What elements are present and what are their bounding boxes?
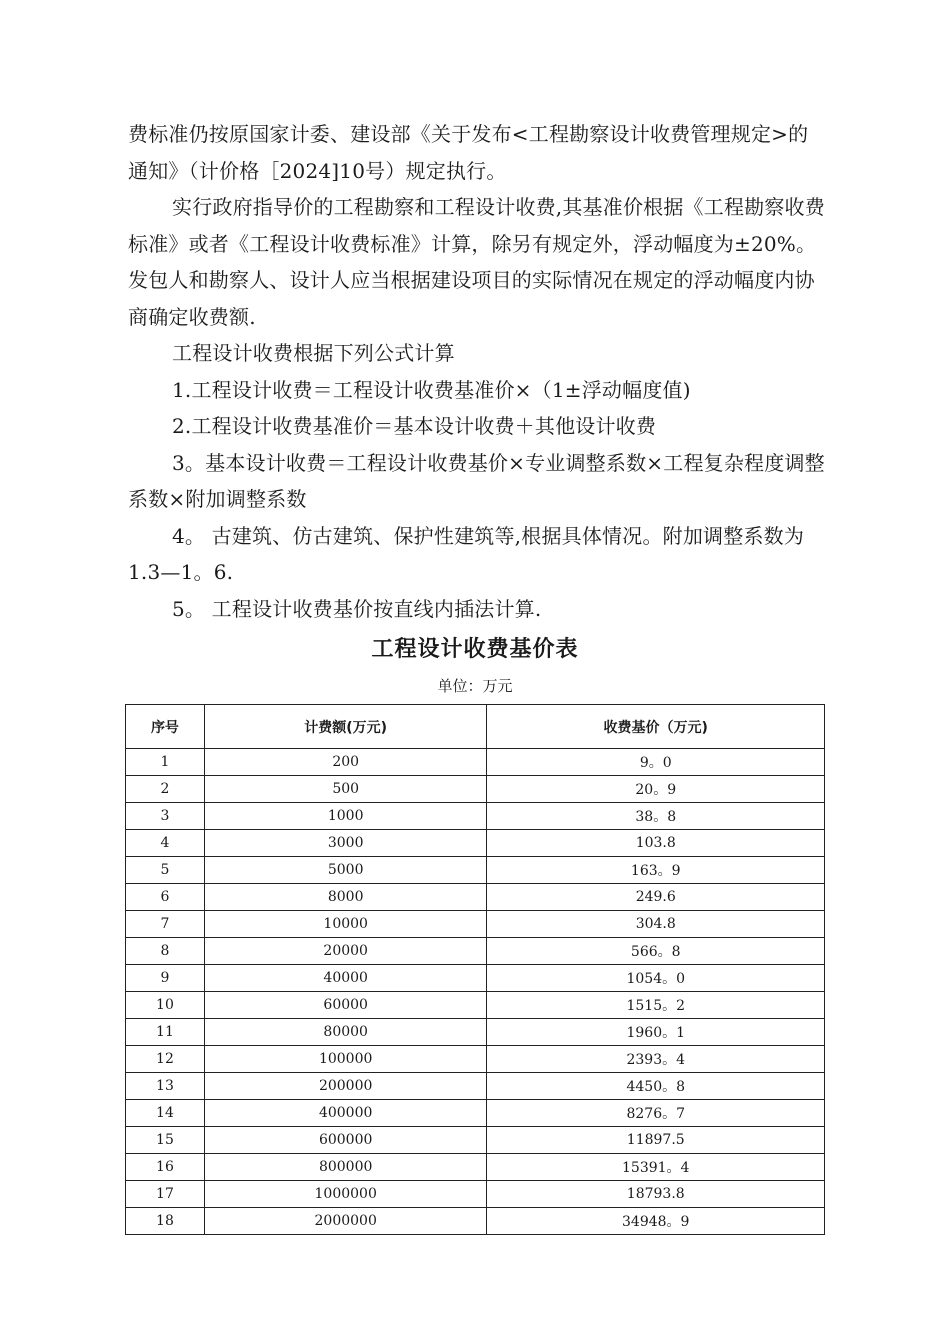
paragraph-formula-intro: 工程设计收费根据下列公式计算 xyxy=(172,341,455,365)
cell-index: 2 xyxy=(126,776,205,803)
header-base-price: 收费基价（万元) xyxy=(487,705,825,749)
cell-fee-amount: 100000 xyxy=(204,1046,487,1073)
cell-base-price: 1960。1 xyxy=(487,1019,825,1046)
table-header-row xyxy=(126,705,825,749)
cell-base-price: 8276。7 xyxy=(487,1100,825,1127)
formula-item-2: 2.工程设计收费基准价＝基本设计收费＋其他设计收费 xyxy=(172,414,657,438)
cell-fee-amount: 60000 xyxy=(204,992,487,1019)
table-row xyxy=(126,830,825,857)
table-row xyxy=(126,1181,825,1208)
table-title: 工程设计收费基价表 xyxy=(371,637,579,662)
cell-index: 14 xyxy=(126,1100,205,1127)
cell-base-price: 304.8 xyxy=(487,911,825,938)
cell-index: 10 xyxy=(126,992,205,1019)
paragraph-continuation: 费标准仍按原国家计委、建设部《关于发布<工程勘察设计收费管理规定>的通知》（计价格［2024]10号）规定执行。 xyxy=(128,122,809,183)
table-row xyxy=(126,803,825,830)
cell-index: 15 xyxy=(126,1127,205,1154)
cell-base-price: 9。0 xyxy=(487,749,825,776)
cell-fee-amount: 3000 xyxy=(204,830,487,857)
formula-item-5: 5。 工程设计收费基价按直线内插法计算. xyxy=(172,596,542,621)
header-fee-amount: 计费额(万元) xyxy=(204,705,487,749)
cell-base-price: 2393。4 xyxy=(487,1046,825,1073)
header-index: 序号 xyxy=(126,705,205,749)
cell-fee-amount: 5000 xyxy=(204,857,487,884)
table-row xyxy=(126,1100,825,1127)
cell-fee-amount: 40000 xyxy=(204,965,487,992)
table-row xyxy=(126,857,825,884)
cell-index: 3 xyxy=(126,803,205,830)
table-body xyxy=(126,749,825,1235)
formula-item-3: 3。基本设计收费＝工程设计收费基价×专业调整系数×工程复杂程度调整系数×附加调整系数 xyxy=(128,450,825,511)
table-row xyxy=(126,1019,825,1046)
cell-index: 5 xyxy=(126,857,205,884)
table-row xyxy=(126,749,825,776)
paragraph-guidance-price: 实行政府指导价的工程勘察和工程设计收费,其基准价根据《工程勘察收费标准》或者《工程设计收费标准》计算，除另有规定外，浮动幅度为±20%。发包人和勘察人、设计人应当根据建设项目的实际情况在规定的浮动幅度内协商确定收费额. xyxy=(128,195,825,329)
cell-index: 12 xyxy=(126,1046,205,1073)
table-row xyxy=(126,992,825,1019)
cell-base-price: 20。9 xyxy=(487,776,825,803)
cell-index: 7 xyxy=(126,911,205,938)
body-text xyxy=(128,116,828,627)
cell-index: 11 xyxy=(126,1019,205,1046)
table-row xyxy=(126,1208,825,1235)
fee-base-price-table xyxy=(125,704,825,1235)
cell-index: 6 xyxy=(126,884,205,911)
cell-fee-amount: 20000 xyxy=(204,938,487,965)
table-row xyxy=(126,965,825,992)
table-row xyxy=(126,1127,825,1154)
cell-fee-amount: 200 xyxy=(204,749,487,776)
cell-index: 8 xyxy=(126,938,205,965)
table-row xyxy=(126,1073,825,1100)
cell-fee-amount: 600000 xyxy=(204,1127,487,1154)
cell-fee-amount: 200000 xyxy=(204,1073,487,1100)
cell-fee-amount: 1000000 xyxy=(204,1181,487,1208)
cell-base-price: 249.6 xyxy=(487,884,825,911)
cell-fee-amount: 500 xyxy=(204,776,487,803)
cell-base-price: 1515。2 xyxy=(487,992,825,1019)
cell-fee-amount: 2000000 xyxy=(204,1208,487,1235)
cell-index: 17 xyxy=(126,1181,205,1208)
cell-base-price: 1054。0 xyxy=(487,965,825,992)
formula-item-1: 1.工程设计收费＝工程设计收费基准价×（1±浮动幅度值) xyxy=(172,377,691,402)
table-row xyxy=(126,1154,825,1181)
cell-fee-amount: 80000 xyxy=(204,1019,487,1046)
cell-index: 16 xyxy=(126,1154,205,1181)
cell-fee-amount: 800000 xyxy=(204,1154,487,1181)
cell-base-price: 15391。4 xyxy=(487,1154,825,1181)
cell-fee-amount: 10000 xyxy=(204,911,487,938)
cell-base-price: 566。8 xyxy=(487,938,825,965)
cell-fee-amount: 1000 xyxy=(204,803,487,830)
cell-base-price: 103.8 xyxy=(487,830,825,857)
cell-base-price: 4450。8 xyxy=(487,1073,825,1100)
table-row xyxy=(126,1046,825,1073)
table-unit-label: 单位：万元 xyxy=(437,677,513,695)
cell-fee-amount: 8000 xyxy=(204,884,487,911)
table-row xyxy=(126,776,825,803)
formula-item-4: 4。 古建筑、仿古建筑、保护性建筑等,根据具体情况。附加调整系数为1.3—1。6. xyxy=(128,523,805,584)
cell-base-price: 163。9 xyxy=(487,857,825,884)
cell-fee-amount: 400000 xyxy=(204,1100,487,1127)
cell-base-price: 38。8 xyxy=(487,803,825,830)
cell-index: 18 xyxy=(126,1208,205,1235)
cell-index: 4 xyxy=(126,830,205,857)
cell-index: 1 xyxy=(126,749,205,776)
cell-base-price: 34948。9 xyxy=(487,1208,825,1235)
cell-base-price: 11897.5 xyxy=(487,1127,825,1154)
cell-index: 9 xyxy=(126,965,205,992)
cell-index: 13 xyxy=(126,1073,205,1100)
table-row xyxy=(126,911,825,938)
cell-base-price: 18793.8 xyxy=(487,1181,825,1208)
table-row xyxy=(126,884,825,911)
table-row xyxy=(126,938,825,965)
